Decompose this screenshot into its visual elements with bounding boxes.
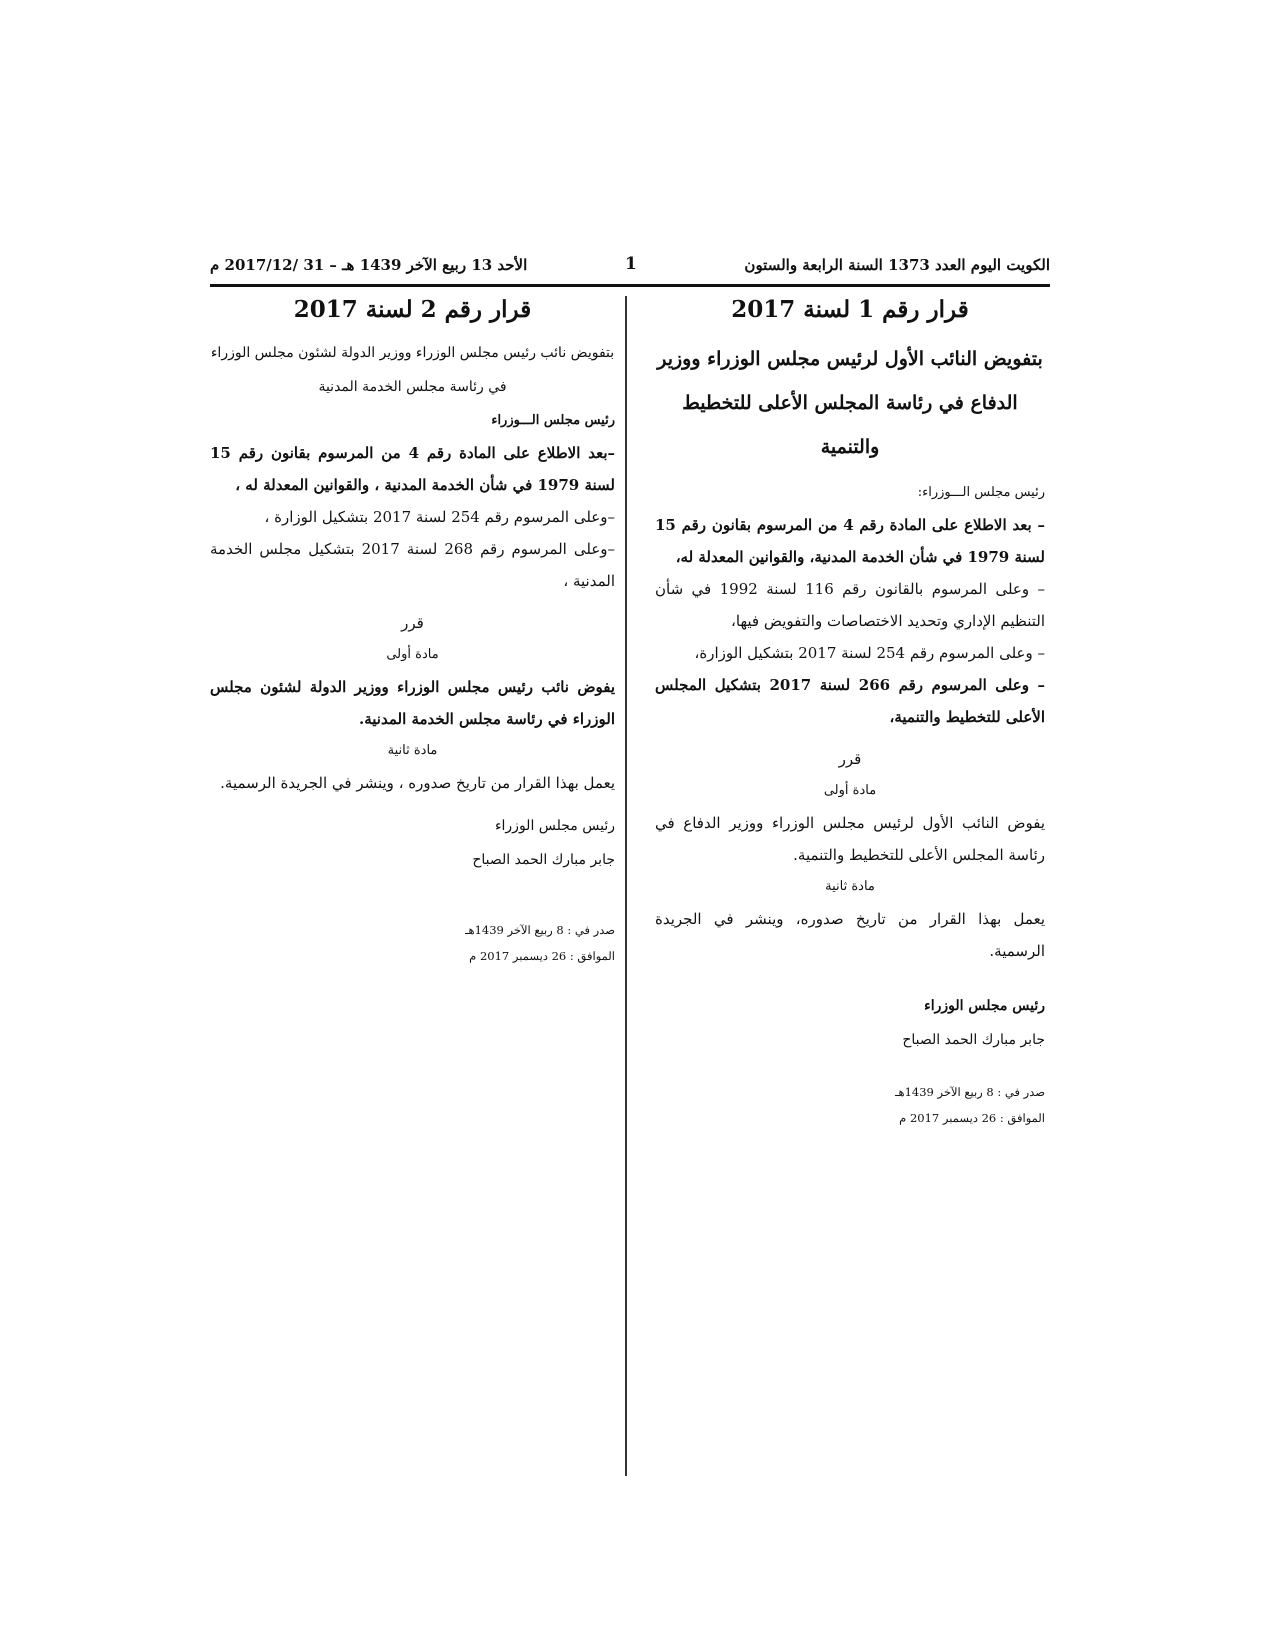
decision-2-column <box>210 296 615 969</box>
header-page-number: 1 <box>625 254 637 274</box>
decision-1-issued-hijri: صدر في : 8 ربيع الآخر 1439هـ <box>895 1085 1045 1099</box>
header-issue: الكويت اليوم العدد 1373 السنة الرابعة والستون <box>744 256 1050 274</box>
decision-1-signature-title: رئيس مجلس الوزراء <box>924 998 1045 1014</box>
decision-2-subtitle-line-1: بتفويض نائب رئيس مجلس الوزراء ووزير الدولة لشئون مجلس الوزراء <box>210 345 615 361</box>
decision-2-signature-title: رئيس مجلس الوزراء <box>494 818 615 834</box>
decision-1-preamble-1: – بعد الاطلاع على المادة رقم 4 من المرسوم بقانون رقم 15 لسنة 1979 في شأن الخدمة المدنية، والقوانين المعدلة له، <box>655 516 1046 566</box>
decision-1-subtitle: بتفويض النائب الأول لرئيس مجلس الوزراء ووزير الدفاع في رئاسة المجلس الأعلى للتخطيط والتنمية <box>657 348 1043 458</box>
decision-1-decided: قرر <box>838 750 862 768</box>
decision-2-subtitle-line-2: في رئاسة مجلس الخدمة المدنية <box>318 379 507 395</box>
decision-2-article-1-heading: مادة أولى <box>386 647 439 662</box>
decision-2-issued-hijri: صدر في : 8 ربيع الآخر 1439هـ <box>465 923 615 937</box>
decision-2-preamble-3: –وعلى المرسوم رقم 268 لسنة 2017 بتشكيل مجلس الخدمة المدنية ، <box>210 540 616 590</box>
decision-1-article-1-heading: مادة أولى <box>823 783 877 798</box>
decision-2-preamble-1: –بعد الاطلاع على المادة رقم 4 من المرسوم بقانون رقم 15 لسنة 1979 في شأن الخدمة المدنية ، والقوانين المعدلة له ، <box>210 444 616 494</box>
decision-1-article-1-text: يفوض النائب الأول لرئيس مجلس الوزراء ووزير الدفاع في رئاسة المجلس الأعلى للتخطيط والتنمية. <box>655 814 1045 864</box>
decision-2-title: قرار رقم 2 لسنة 2017 <box>293 296 532 323</box>
decision-1-preamble-3: – وعلى المرسوم رقم 254 لسنة 2017 بتشكيل الوزارة، <box>694 644 1045 662</box>
decision-2-issued-gregorian: الموافق : 26 ديسمبر 2017 م <box>469 949 615 963</box>
decision-1-signature-name: جابر مبارك الحمد الصباح <box>902 1032 1045 1048</box>
decision-1-article-2-heading: مادة ثانية <box>825 879 875 894</box>
decision-1-article-2-text: يعمل بهذا القرار من تاريخ صدوره، وينشر في الجريدة الرسمية. <box>655 910 1045 960</box>
decision-1-title: قرار رقم 1 لسنة 2017 <box>731 296 969 323</box>
decision-1-authority: رئيس مجلس الـــوزراء: <box>917 485 1045 500</box>
header-rule <box>210 284 1050 287</box>
decision-1-preamble-4: – وعلى المرسوم رقم 266 لسنة 2017 بتشكيل المجلس الأعلى للتخطيط والتنمية، <box>655 676 1045 726</box>
decision-2-article-2-heading: مادة ثانية <box>387 743 438 758</box>
page-header <box>210 252 1050 280</box>
decision-1-preamble-2: – وعلى المرسوم بالقانون رقم 116 لسنة 1992 في شأن التنظيم الإداري وتحديد الاختصاصات والتفويض فيها، <box>655 580 1045 630</box>
decision-2-authority: رئيس مجلس الـــوزراء <box>491 413 615 428</box>
decision-2-signature-name: جابر مبارك الحمد الصباح <box>472 852 615 868</box>
decision-2-article-2-text: يعمل بهذا القرار من تاريخ صدوره ، وينشر في الجريدة الرسمية. <box>220 774 615 792</box>
column-divider <box>625 296 627 1476</box>
decision-1-column <box>655 296 1045 1131</box>
decision-2-preamble-2: –وعلى المرسوم رقم 254 لسنة 2017 بتشكيل الوزارة ، <box>264 508 615 526</box>
decision-2-decided: قرر <box>401 614 424 632</box>
header-date: الأحد 13 ربيع الآخر 1439 هـ – 31 /2017/12 م <box>210 256 528 274</box>
decision-1-issued-gregorian: الموافق : 26 ديسمبر 2017 م <box>899 1111 1045 1125</box>
decision-2-article-1-text: يفوض نائب رئيس مجلس الوزراء ووزير الدولة لشئون مجلس الوزراء في رئاسة مجلس الخدمة المدنية. <box>210 678 615 728</box>
